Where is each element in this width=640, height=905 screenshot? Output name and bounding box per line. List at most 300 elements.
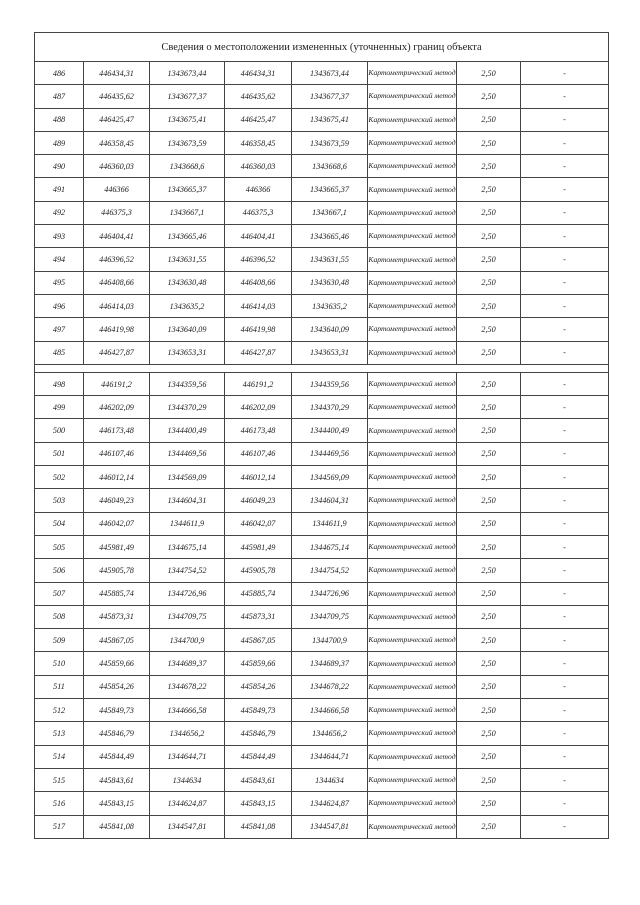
x-existing-cell: 445859,66: [84, 652, 150, 675]
y-new-cell: 1344634: [292, 768, 368, 791]
x-existing-cell: 445844,49: [84, 745, 150, 768]
table-row: [35, 201, 609, 224]
point-number-cell: 503: [35, 489, 84, 512]
y-new-cell: 1344400,49: [292, 419, 368, 442]
table-row: [35, 85, 609, 108]
point-number-cell: 506: [35, 559, 84, 582]
description-cell: -: [521, 699, 609, 722]
x-existing-cell: 446107,46: [84, 442, 150, 465]
description-cell: -: [521, 318, 609, 341]
y-existing-cell: 1343640,09: [150, 318, 225, 341]
y-existing-cell: 1344689,37: [150, 652, 225, 675]
x-new-cell: 445873,31: [225, 605, 292, 628]
method-cell: Картометрический метод: [368, 582, 457, 605]
method-cell: Картометрический метод: [368, 248, 457, 271]
y-new-cell: 1344754,52: [292, 559, 368, 582]
method-cell: Картометрический метод: [368, 372, 457, 395]
accuracy-cell: 2,50: [457, 675, 521, 698]
y-new-cell: 1343653,31: [292, 341, 368, 364]
x-existing-cell: 446435,62: [84, 85, 150, 108]
point-number-cell: 493: [35, 225, 84, 248]
accuracy-cell: 2,50: [457, 629, 521, 652]
method-cell: Картометрический метод: [368, 155, 457, 178]
table-row: [35, 629, 609, 652]
y-new-cell: 1343673,44: [292, 62, 368, 85]
accuracy-cell: 2,50: [457, 605, 521, 628]
y-new-cell: 1343673,59: [292, 131, 368, 154]
method-cell: Картометрический метод: [368, 318, 457, 341]
x-new-cell: 446107,46: [225, 442, 292, 465]
x-existing-cell: 446404,41: [84, 225, 150, 248]
y-new-cell: 1343640,09: [292, 318, 368, 341]
point-number-cell: 501: [35, 442, 84, 465]
x-existing-cell: 446049,23: [84, 489, 150, 512]
accuracy-cell: 2,50: [457, 396, 521, 419]
accuracy-cell: 2,50: [457, 248, 521, 271]
method-cell: Картометрический метод: [368, 722, 457, 745]
point-number-cell: 517: [35, 815, 84, 838]
table-row: [35, 582, 609, 605]
point-number-cell: 491: [35, 178, 84, 201]
description-cell: -: [521, 248, 609, 271]
accuracy-cell: 2,50: [457, 699, 521, 722]
accuracy-cell: 2,50: [457, 155, 521, 178]
description-cell: -: [521, 792, 609, 815]
x-new-cell: 446419,98: [225, 318, 292, 341]
y-new-cell: 1344469,56: [292, 442, 368, 465]
description-cell: -: [521, 155, 609, 178]
table-row: [35, 271, 609, 294]
accuracy-cell: 2,50: [457, 131, 521, 154]
description-cell: -: [521, 85, 609, 108]
description-cell: -: [521, 294, 609, 317]
table-title: Сведения о местоположении измененных (уточненных) границ объекта: [35, 33, 609, 62]
x-new-cell: 446408,66: [225, 271, 292, 294]
accuracy-cell: 2,50: [457, 745, 521, 768]
method-cell: Картометрический метод: [368, 792, 457, 815]
x-existing-cell: 446012,14: [84, 466, 150, 489]
y-existing-cell: 1343630,48: [150, 271, 225, 294]
accuracy-cell: 2,50: [457, 442, 521, 465]
y-new-cell: 1344611,9: [292, 512, 368, 535]
method-cell: Картометрический метод: [368, 442, 457, 465]
x-existing-cell: 445843,61: [84, 768, 150, 791]
title-row: [35, 33, 609, 62]
point-number-cell: 511: [35, 675, 84, 698]
accuracy-cell: 2,50: [457, 201, 521, 224]
x-existing-cell: 446434,31: [84, 62, 150, 85]
method-cell: Картометрический метод: [368, 62, 457, 85]
description-cell: -: [521, 419, 609, 442]
table-row: [35, 178, 609, 201]
x-new-cell: 445885,74: [225, 582, 292, 605]
point-number-cell: 495: [35, 271, 84, 294]
x-existing-cell: 446396,52: [84, 248, 150, 271]
y-existing-cell: 1343673,59: [150, 131, 225, 154]
x-new-cell: 445846,79: [225, 722, 292, 745]
table-row: [35, 489, 609, 512]
y-existing-cell: 1344611,9: [150, 512, 225, 535]
x-new-cell: 446049,23: [225, 489, 292, 512]
y-new-cell: 1343667,1: [292, 201, 368, 224]
method-cell: Картометрический метод: [368, 535, 457, 558]
y-existing-cell: 1344604,31: [150, 489, 225, 512]
y-existing-cell: 1343665,46: [150, 225, 225, 248]
x-new-cell: 445859,66: [225, 652, 292, 675]
y-existing-cell: 1344370,29: [150, 396, 225, 419]
point-number-cell: 505: [35, 535, 84, 558]
description-cell: -: [521, 535, 609, 558]
point-number-cell: 504: [35, 512, 84, 535]
y-existing-cell: 1344678,22: [150, 675, 225, 698]
table-row: [35, 675, 609, 698]
table-row: [35, 62, 609, 85]
x-new-cell: 445844,49: [225, 745, 292, 768]
table-row: [35, 396, 609, 419]
table-row: [35, 466, 609, 489]
method-cell: Картометрический метод: [368, 271, 457, 294]
method-cell: Картометрический метод: [368, 201, 457, 224]
y-existing-cell: 1343635,2: [150, 294, 225, 317]
description-cell: -: [521, 722, 609, 745]
x-existing-cell: 445981,49: [84, 535, 150, 558]
accuracy-cell: 2,50: [457, 535, 521, 558]
accuracy-cell: 2,50: [457, 85, 521, 108]
table-row: [35, 131, 609, 154]
y-existing-cell: 1343667,1: [150, 201, 225, 224]
y-existing-cell: 1343631,55: [150, 248, 225, 271]
point-number-cell: 510: [35, 652, 84, 675]
x-new-cell: 446012,14: [225, 466, 292, 489]
y-new-cell: 1343665,46: [292, 225, 368, 248]
y-new-cell: 1344678,22: [292, 675, 368, 698]
description-cell: -: [521, 675, 609, 698]
y-existing-cell: 1343665,37: [150, 178, 225, 201]
description-cell: -: [521, 108, 609, 131]
point-number-cell: 516: [35, 792, 84, 815]
description-cell: -: [521, 605, 609, 628]
table-row: [35, 535, 609, 558]
y-existing-cell: 1344569,09: [150, 466, 225, 489]
method-cell: Картометрический метод: [368, 675, 457, 698]
table-row: [35, 652, 609, 675]
description-cell: -: [521, 62, 609, 85]
y-existing-cell: 1344624,87: [150, 792, 225, 815]
method-cell: Картометрический метод: [368, 396, 457, 419]
description-cell: -: [521, 582, 609, 605]
accuracy-cell: 2,50: [457, 559, 521, 582]
y-existing-cell: 1344675,14: [150, 535, 225, 558]
x-existing-cell: 446414,03: [84, 294, 150, 317]
y-existing-cell: 1344726,96: [150, 582, 225, 605]
y-existing-cell: 1343673,44: [150, 62, 225, 85]
point-number-cell: 488: [35, 108, 84, 131]
x-new-cell: 446425,47: [225, 108, 292, 131]
table-row: [35, 108, 609, 131]
accuracy-cell: 2,50: [457, 512, 521, 535]
x-existing-cell: 445841,08: [84, 815, 150, 838]
x-new-cell: 445843,15: [225, 792, 292, 815]
table-row: [35, 248, 609, 271]
y-existing-cell: 1344656,2: [150, 722, 225, 745]
method-cell: Картометрический метод: [368, 108, 457, 131]
description-cell: -: [521, 768, 609, 791]
x-existing-cell: 446202,09: [84, 396, 150, 419]
x-existing-cell: 446366: [84, 178, 150, 201]
x-new-cell: 445981,49: [225, 535, 292, 558]
x-existing-cell: 446173,48: [84, 419, 150, 442]
x-new-cell: 446396,52: [225, 248, 292, 271]
method-cell: Картометрический метод: [368, 699, 457, 722]
x-existing-cell: 446419,98: [84, 318, 150, 341]
y-existing-cell: 1344700,9: [150, 629, 225, 652]
x-existing-cell: 445873,31: [84, 605, 150, 628]
y-new-cell: 1344370,29: [292, 396, 368, 419]
y-new-cell: 1343631,55: [292, 248, 368, 271]
y-new-cell: 1343635,2: [292, 294, 368, 317]
y-new-cell: 1344675,14: [292, 535, 368, 558]
x-new-cell: 445849,73: [225, 699, 292, 722]
x-new-cell: 445905,78: [225, 559, 292, 582]
accuracy-cell: 2,50: [457, 722, 521, 745]
accuracy-cell: 2,50: [457, 582, 521, 605]
point-number-cell: 500: [35, 419, 84, 442]
y-existing-cell: 1344547,81: [150, 815, 225, 838]
x-new-cell: 446375,3: [225, 201, 292, 224]
y-new-cell: 1344547,81: [292, 815, 368, 838]
accuracy-cell: 2,50: [457, 466, 521, 489]
method-cell: Картометрический метод: [368, 489, 457, 512]
y-existing-cell: 1343653,31: [150, 341, 225, 364]
y-new-cell: 1343675,41: [292, 108, 368, 131]
x-new-cell: 446435,62: [225, 85, 292, 108]
table-row: [35, 318, 609, 341]
y-new-cell: 1344656,2: [292, 722, 368, 745]
table-row: [35, 294, 609, 317]
x-existing-cell: 446358,45: [84, 131, 150, 154]
method-cell: Картометрический метод: [368, 225, 457, 248]
description-cell: -: [521, 201, 609, 224]
x-existing-cell: 445849,73: [84, 699, 150, 722]
description-cell: -: [521, 271, 609, 294]
y-existing-cell: 1344666,58: [150, 699, 225, 722]
y-existing-cell: 1344359,56: [150, 372, 225, 395]
accuracy-cell: 2,50: [457, 341, 521, 364]
method-cell: Картометрический метод: [368, 629, 457, 652]
method-cell: Картометрический метод: [368, 745, 457, 768]
description-cell: -: [521, 652, 609, 675]
method-cell: Картометрический метод: [368, 419, 457, 442]
point-number-cell: 507: [35, 582, 84, 605]
y-existing-cell: 1344469,56: [150, 442, 225, 465]
accuracy-cell: 2,50: [457, 489, 521, 512]
x-new-cell: 445867,05: [225, 629, 292, 652]
y-new-cell: 1344644,71: [292, 745, 368, 768]
method-cell: Картометрический метод: [368, 131, 457, 154]
x-new-cell: 446173,48: [225, 419, 292, 442]
y-existing-cell: 1344400,49: [150, 419, 225, 442]
description-cell: -: [521, 131, 609, 154]
method-cell: Картометрический метод: [368, 605, 457, 628]
description-cell: -: [521, 178, 609, 201]
x-new-cell: 446427,87: [225, 341, 292, 364]
table-row: [35, 815, 609, 838]
y-existing-cell: 1344634: [150, 768, 225, 791]
x-new-cell: 446191,2: [225, 372, 292, 395]
x-new-cell: 446042,07: [225, 512, 292, 535]
x-new-cell: 445841,08: [225, 815, 292, 838]
x-new-cell: 446414,03: [225, 294, 292, 317]
x-new-cell: 445843,61: [225, 768, 292, 791]
x-new-cell: 446434,31: [225, 62, 292, 85]
method-cell: Картометрический метод: [368, 85, 457, 108]
point-number-cell: 486: [35, 62, 84, 85]
x-existing-cell: 446408,66: [84, 271, 150, 294]
y-new-cell: 1343677,37: [292, 85, 368, 108]
point-number-cell: 497: [35, 318, 84, 341]
point-number-cell: 499: [35, 396, 84, 419]
point-number-cell: 508: [35, 605, 84, 628]
point-number-cell: 494: [35, 248, 84, 271]
point-number-cell: 487: [35, 85, 84, 108]
separator-cell: [35, 364, 609, 372]
accuracy-cell: 2,50: [457, 108, 521, 131]
document-page: [34, 32, 608, 839]
group-separator: [35, 364, 609, 372]
table-row: [35, 372, 609, 395]
point-number-cell: 489: [35, 131, 84, 154]
accuracy-cell: 2,50: [457, 419, 521, 442]
accuracy-cell: 2,50: [457, 792, 521, 815]
accuracy-cell: 2,50: [457, 318, 521, 341]
accuracy-cell: 2,50: [457, 652, 521, 675]
y-new-cell: 1344624,87: [292, 792, 368, 815]
description-cell: -: [521, 512, 609, 535]
point-number-cell: 509: [35, 629, 84, 652]
description-cell: -: [521, 372, 609, 395]
accuracy-cell: 2,50: [457, 178, 521, 201]
description-cell: -: [521, 466, 609, 489]
table-row: [35, 155, 609, 178]
table-row: [35, 722, 609, 745]
y-existing-cell: 1344644,71: [150, 745, 225, 768]
x-existing-cell: 445867,05: [84, 629, 150, 652]
y-new-cell: 1343630,48: [292, 271, 368, 294]
x-new-cell: 446358,45: [225, 131, 292, 154]
description-cell: -: [521, 815, 609, 838]
accuracy-cell: 2,50: [457, 372, 521, 395]
x-existing-cell: 446042,07: [84, 512, 150, 535]
accuracy-cell: 2,50: [457, 768, 521, 791]
table-row: [35, 699, 609, 722]
y-new-cell: 1344666,58: [292, 699, 368, 722]
y-new-cell: 1344700,9: [292, 629, 368, 652]
method-cell: Картометрический метод: [368, 652, 457, 675]
y-new-cell: 1344726,96: [292, 582, 368, 605]
method-cell: Картометрический метод: [368, 815, 457, 838]
y-existing-cell: 1343677,37: [150, 85, 225, 108]
description-cell: -: [521, 629, 609, 652]
accuracy-cell: 2,50: [457, 271, 521, 294]
table-row: [35, 419, 609, 442]
point-number-cell: 515: [35, 768, 84, 791]
y-new-cell: 1344689,37: [292, 652, 368, 675]
x-new-cell: 445854,26: [225, 675, 292, 698]
table-row: [35, 768, 609, 791]
point-number-cell: 514: [35, 745, 84, 768]
y-new-cell: 1344604,31: [292, 489, 368, 512]
x-existing-cell: 446360,03: [84, 155, 150, 178]
y-new-cell: 1344569,09: [292, 466, 368, 489]
table-row: [35, 225, 609, 248]
description-cell: -: [521, 489, 609, 512]
y-new-cell: 1343668,6: [292, 155, 368, 178]
x-existing-cell: 445885,74: [84, 582, 150, 605]
table-row: [35, 559, 609, 582]
method-cell: Картометрический метод: [368, 768, 457, 791]
point-number-cell: 512: [35, 699, 84, 722]
y-new-cell: 1343665,37: [292, 178, 368, 201]
description-cell: -: [521, 559, 609, 582]
x-existing-cell: 446425,47: [84, 108, 150, 131]
method-cell: Картометрический метод: [368, 466, 457, 489]
table-row: [35, 605, 609, 628]
point-number-cell: 496: [35, 294, 84, 317]
point-number-cell: 513: [35, 722, 84, 745]
x-existing-cell: 445854,26: [84, 675, 150, 698]
x-existing-cell: 446427,87: [84, 341, 150, 364]
x-new-cell: 446366: [225, 178, 292, 201]
x-new-cell: 446202,09: [225, 396, 292, 419]
y-new-cell: 1344359,56: [292, 372, 368, 395]
y-new-cell: 1344709,75: [292, 605, 368, 628]
x-new-cell: 446360,03: [225, 155, 292, 178]
description-cell: -: [521, 225, 609, 248]
x-existing-cell: 446375,3: [84, 201, 150, 224]
point-number-cell: 502: [35, 466, 84, 489]
y-existing-cell: 1344754,52: [150, 559, 225, 582]
method-cell: Картометрический метод: [368, 341, 457, 364]
accuracy-cell: 2,50: [457, 294, 521, 317]
boundary-table: [34, 32, 609, 839]
x-existing-cell: 446191,2: [84, 372, 150, 395]
point-number-cell: 490: [35, 155, 84, 178]
x-existing-cell: 445846,79: [84, 722, 150, 745]
table-row: [35, 512, 609, 535]
accuracy-cell: 2,50: [457, 225, 521, 248]
accuracy-cell: 2,50: [457, 815, 521, 838]
point-number-cell: 485: [35, 341, 84, 364]
y-existing-cell: 1344709,75: [150, 605, 225, 628]
table-row: [35, 442, 609, 465]
table-row: [35, 341, 609, 364]
table-row: [35, 745, 609, 768]
method-cell: Картометрический метод: [368, 178, 457, 201]
y-existing-cell: 1343675,41: [150, 108, 225, 131]
x-new-cell: 446404,41: [225, 225, 292, 248]
accuracy-cell: 2,50: [457, 62, 521, 85]
method-cell: Картометрический метод: [368, 512, 457, 535]
x-existing-cell: 445843,15: [84, 792, 150, 815]
x-existing-cell: 445905,78: [84, 559, 150, 582]
y-existing-cell: 1343668,6: [150, 155, 225, 178]
description-cell: -: [521, 341, 609, 364]
description-cell: -: [521, 442, 609, 465]
method-cell: Картометрический метод: [368, 559, 457, 582]
table-row: [35, 792, 609, 815]
point-number-cell: 498: [35, 372, 84, 395]
point-number-cell: 492: [35, 201, 84, 224]
